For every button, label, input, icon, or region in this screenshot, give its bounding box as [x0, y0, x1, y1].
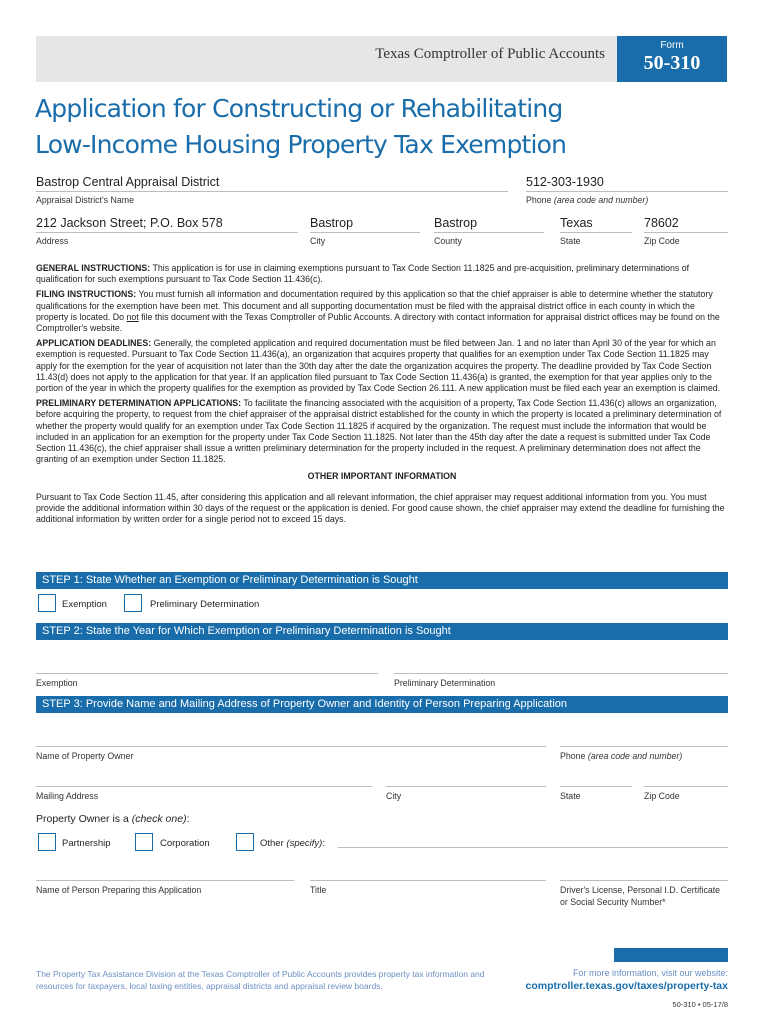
owner-phone-field[interactable] — [560, 733, 728, 763]
step1-bar: STEP 1: State Whether an Exemption or Preliminary Determination is Sought — [36, 572, 728, 589]
exemption-year-field[interactable] — [36, 660, 378, 690]
footer-accent-bar — [614, 948, 728, 962]
preliminary-year-label: Preliminary Determination — [394, 678, 496, 688]
instructions — [36, 263, 728, 529]
owner-type-prompt: Property Owner is a (check one): — [36, 813, 190, 825]
district-zip-field[interactable] — [644, 214, 728, 248]
district-name-value: Bastrop Central Appraisal District — [36, 175, 220, 189]
district-county-line — [434, 232, 544, 233]
district-county-label: County — [434, 236, 462, 246]
district-city-field[interactable] — [310, 214, 420, 248]
owner-name-label: Name of Property Owner — [36, 751, 134, 761]
corporation-checkbox-label: Corporation — [160, 838, 210, 849]
district-name-line — [36, 191, 508, 192]
district-state-label: State — [560, 236, 581, 246]
district-state-field[interactable] — [560, 214, 632, 248]
exemption-checkbox-label: Exemption — [62, 599, 107, 610]
partnership-checkbox-label: Partnership — [62, 838, 111, 849]
owner-state-label: State — [560, 791, 581, 801]
district-name-field[interactable] — [36, 173, 508, 207]
form-label: Form — [660, 40, 684, 51]
corporation-checkbox[interactable] — [135, 833, 153, 851]
title-line-1: Application for Constructing or Rehabilitating — [35, 94, 563, 123]
district-city-label: City — [310, 236, 326, 246]
footer-website-link[interactable]: comptroller.texas.gov/taxes/property-tax — [525, 980, 728, 992]
district-address-field[interactable] — [36, 214, 298, 248]
district-zip-line — [644, 232, 728, 233]
owner-name-line — [36, 746, 546, 747]
district-phone-line — [526, 191, 728, 192]
owner-zip-label: Zip Code — [644, 791, 680, 801]
preliminary-determination-applications: PRELIMINARY DETERMINATION APPLICATIONS: To facilitate the financing associated with the acquisition of a property, Tax Code Section 11.436(c) allows an organization, before acquiring the property, to request from the chief appraiser of the appraisal district established for the county in which the property is located a preliminary determination of whether the property would qualify for an exemption under Tax Code Section 11.1825 if acquired by the organization. The request must include the information that would be included in an application for an exemption for the property under Tax Code Section 11.1825. Not later than the 45th day after the date a request is submitted under Tax Code Section 11.436(c), the chief appraiser shall issue a written preliminary determination for the property included in the request. A preliminary determination does not affect the granting of an exemption under Section 11.1825. — [36, 398, 722, 465]
owner-state-line — [560, 786, 632, 787]
license-label-line-1: Driver's License, Personal I.D. Certificate — [560, 885, 721, 895]
owner-phone-line — [560, 746, 728, 747]
form-number: 50-310 — [643, 52, 701, 74]
preliminary-year-field[interactable] — [394, 660, 728, 690]
exemption-checkbox[interactable] — [38, 594, 56, 612]
filing-instructions: FILING INSTRUCTIONS: You must furnish all information and documentation required by this application so that the chief appraiser is able to determine whether the statutory qualifications for the exemption have been met. This document and all supporting documentation must be filed with the appraisal district office in each county in which the property is located. Do not file this document with the Texas Comptroller of Public Accounts. A directory with contact information for appraisal district offices may be found on the Comptroller's website. — [36, 289, 720, 334]
owner-city-label: City — [386, 791, 402, 801]
district-state-value: Texas — [560, 216, 593, 230]
license-label-line-2: or Social Security Number* — [560, 897, 666, 907]
preparer-name-field[interactable] — [36, 867, 294, 897]
owner-name-field[interactable] — [36, 733, 546, 763]
footer-description: The Property Tax Assistance Division at the Texas Comptroller of Public Accounts provides property tax information and resources for taxpayers, local taxing entities, appraisal districts and appraisal review boards. — [36, 969, 485, 991]
title-line-2: Low-Income Housing Property Tax Exemption — [35, 130, 567, 159]
district-phone-label: Phone (area code and number) — [526, 195, 649, 205]
owner-state-field[interactable] — [560, 773, 632, 803]
footer-form-revision: 50-310 • 05-17/8 — [672, 1000, 728, 1009]
page-title — [35, 91, 735, 163]
header-bar — [36, 36, 617, 82]
district-zip-value: 78602 — [644, 216, 679, 230]
preparer-title-line — [310, 880, 546, 881]
preparer-name-label: Name of Person Preparing this Application — [36, 885, 202, 895]
license-field[interactable] — [560, 867, 728, 911]
district-address-line — [36, 232, 298, 233]
step2-bar: STEP 2: State the Year for Which Exemption or Preliminary Determination is Sought — [36, 623, 728, 640]
step3-bar: STEP 3: Provide Name and Mailing Address of Property Owner and Identity of Person Preparing Application — [36, 696, 728, 713]
preliminary-year-line — [394, 673, 728, 674]
mailing-address-line — [36, 786, 372, 787]
mailing-address-label: Mailing Address — [36, 791, 99, 801]
district-name-label: Appraisal District's Name — [36, 195, 134, 205]
preparer-title-field[interactable] — [310, 867, 546, 897]
form-number-box — [617, 36, 727, 82]
owner-city-field[interactable] — [386, 773, 546, 803]
license-line — [560, 880, 728, 881]
district-zip-label: Zip Code — [644, 236, 680, 246]
general-instructions: GENERAL INSTRUCTIONS: This application is for use in claiming exemptions pursuant to Tax Code Section 11.1825 and pre-acquisition, preliminary determinations of qualification for such exemptions pursuant to Tax Code Section 11.436(c). — [36, 263, 690, 285]
exemption-year-line — [36, 673, 378, 674]
owner-city-line — [386, 786, 546, 787]
owner-phone-label: Phone (area code and number) — [560, 751, 683, 761]
district-address-label: Address — [36, 236, 69, 246]
other-important-information-heading: OTHER IMPORTANT INFORMATION — [307, 471, 457, 482]
other-checkbox[interactable] — [236, 833, 254, 851]
agency-name: Texas Comptroller of Public Accounts — [375, 46, 605, 62]
application-deadlines: APPLICATION DEADLINES: Generally, the completed application and required documentation must be filed between Jan. 1 and no later than April 30 of the year for which an exemption is requested. Pursuant to Tax Code Section 11.436(a), an organization that acquires property that qualifies for an exemption under Tax Code Section 11.1825 may apply for the exemption for the year of acquisition not later than the 30th day after the date the organization acquires the property. The deadline provided by Tax Code Section 11.43(d) does not apply to the application for that year. If an application filed pursuant to Tax Code Section 11.436(a) is granted, the exemption for that year applies only to the portion of the year in which the property qualifies for the exemption as provided by Tax Code Section 26.111. A new application must be filed each year an exemption is claimed. — [36, 338, 721, 394]
footer-more-info: For more information, visit our website: — [572, 968, 728, 978]
district-city-line — [310, 232, 420, 233]
district-state-line — [560, 232, 632, 233]
district-address-value: 212 Jackson Street; P.O. Box 578 — [36, 216, 223, 230]
district-city-value: Bastrop — [310, 216, 354, 230]
district-county-field[interactable] — [434, 214, 544, 248]
preparer-name-line — [36, 880, 294, 881]
mailing-address-field[interactable] — [36, 773, 372, 803]
partnership-checkbox[interactable] — [38, 833, 56, 851]
other-specify-input[interactable] — [338, 847, 728, 848]
preliminary-determination-checkbox-label: Preliminary Determination — [150, 599, 260, 610]
district-phone-field[interactable] — [526, 173, 728, 207]
district-county-value: Bastrop — [434, 216, 478, 230]
other-important-information: Pursuant to Tax Code Section 11.45, after considering this application and all relevant information, the chief appraiser may request additional information from you. You must provide the additional information within 30 days of the request or the application is denied. For good cause shown, the chief appraiser may extend the deadline for furnishing the additional information by written order for a single period not to exceed 15 days. — [36, 491, 725, 525]
other-checkbox-label: Other (specify): — [260, 838, 325, 849]
owner-zip-field[interactable] — [644, 773, 728, 803]
exemption-year-label: Exemption — [36, 678, 78, 688]
district-phone-value: 512-303-1930 — [526, 175, 604, 189]
owner-zip-line — [644, 786, 728, 787]
preparer-title-label: Title — [310, 885, 327, 895]
preliminary-determination-checkbox[interactable] — [124, 594, 142, 612]
